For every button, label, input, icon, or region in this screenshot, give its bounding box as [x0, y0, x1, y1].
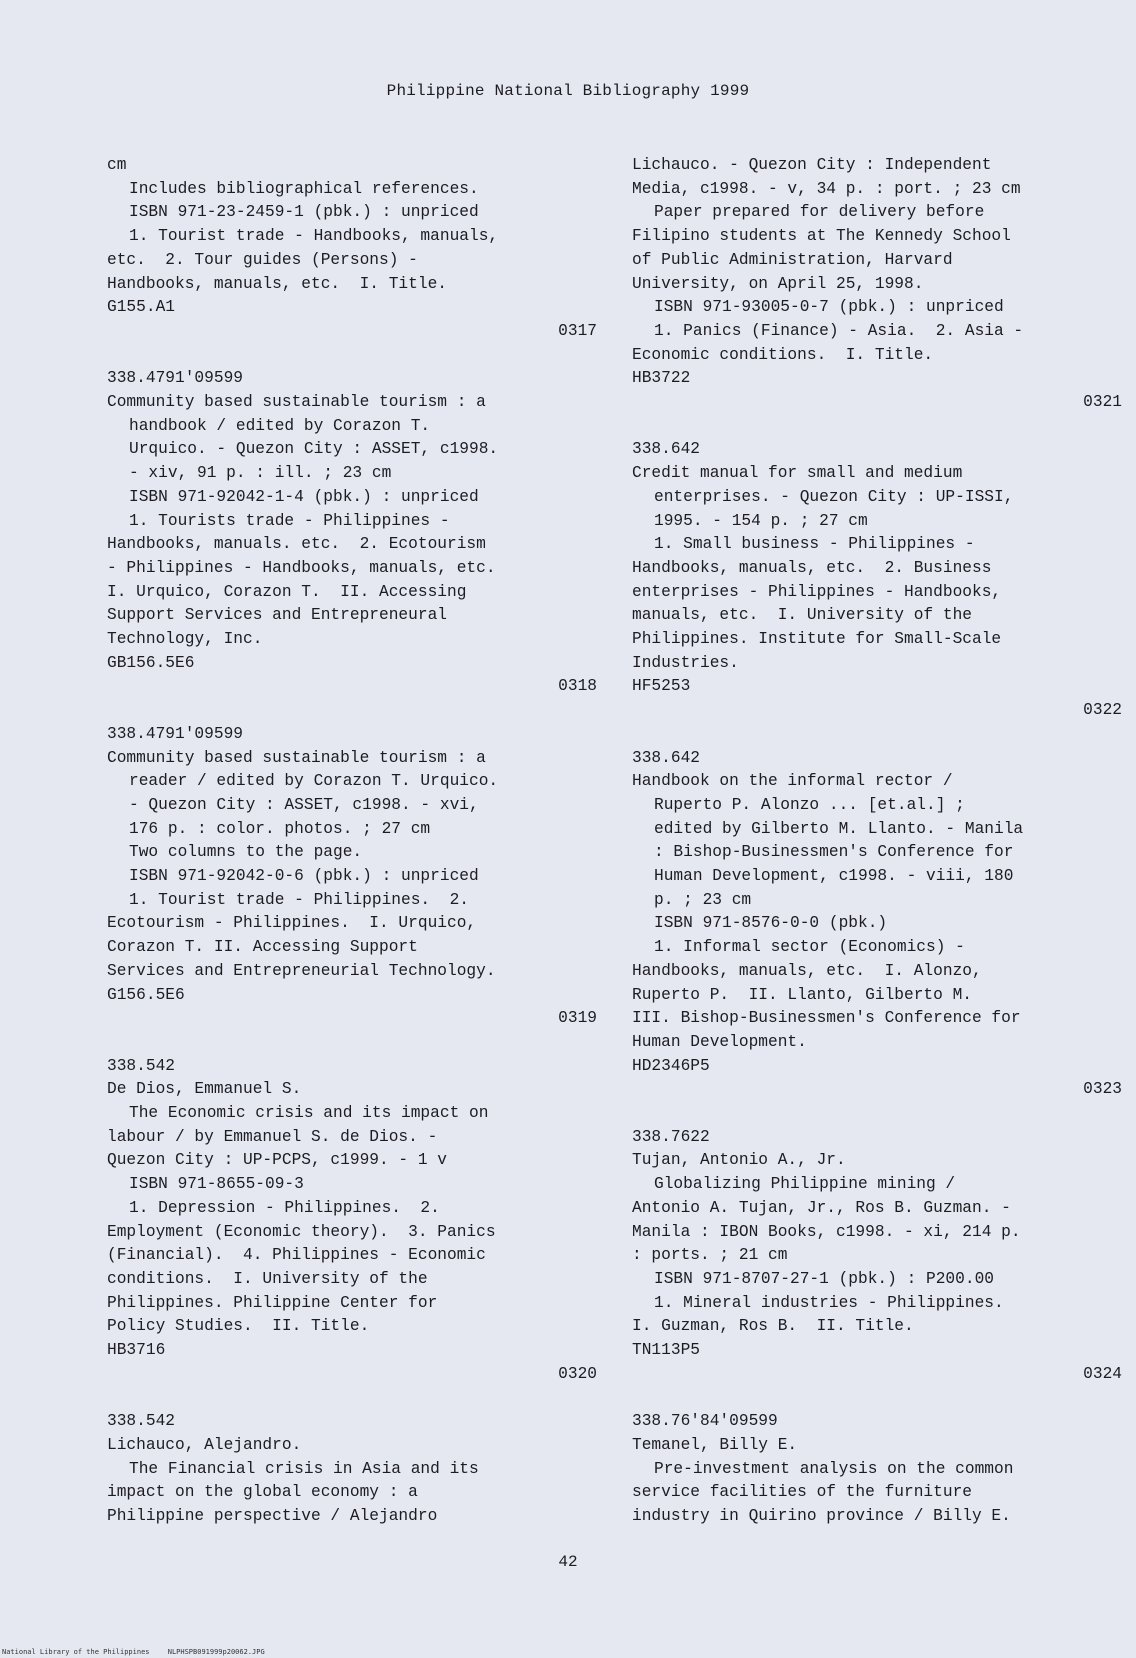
- entry-line: Handbooks, manuals. etc. 2. Ecotourism: [107, 535, 486, 554]
- entry-line: Antonio A. Tujan, Jr., Ros B. Guzman. -: [632, 1198, 1011, 1217]
- entry-line: enterprises - Philippines - Handbooks,: [632, 582, 1002, 601]
- entry-line: Handbook on the informal rector /: [632, 772, 953, 791]
- entry-line: 338.542: [107, 1412, 175, 1431]
- entry-line: p. ; 23 cm: [654, 890, 752, 909]
- entry-line: 338.642: [632, 440, 700, 459]
- entry-line: : Bishop-Businessmen's Conference for: [654, 843, 1014, 862]
- entry-line: cm: [107, 156, 127, 174]
- entry-line: conditions. I. University of the: [107, 1270, 428, 1288]
- entry-line: Manila : IBON Books, c1998. - xi, 214 p.: [632, 1222, 1021, 1241]
- entry-line: industry in Quirino province / Billy E.: [632, 1507, 1011, 1526]
- entry-line: 338.4791'09599: [107, 369, 243, 388]
- entry-line: ISBN 971-8576-0-0 (pbk.): [654, 914, 888, 933]
- entry-line: Human Development, c1998. - viii, 180: [654, 867, 1014, 886]
- entry-line: G156.5E6: [107, 985, 185, 1004]
- entry-line: Paper prepared for delivery before: [654, 203, 985, 222]
- entry-line: Includes bibliographical references.: [129, 179, 479, 198]
- entry-line: Handbooks, manuals, etc. I. Title.: [107, 274, 447, 293]
- entry-line: 1. Panics (Finance) - Asia. 2. Asia -: [654, 321, 1024, 340]
- entry-line: G155.A1: [107, 298, 175, 317]
- entry-line: - Philippines - Handbooks, manuals, etc.: [107, 558, 496, 577]
- entry-line: The Financial crisis in Asia and its: [129, 1459, 479, 1478]
- entry-number: 0320: [558, 1364, 597, 1383]
- entry-line: I. Guzman, Ros B. II. Title.: [632, 1317, 914, 1336]
- entry-line: impact on the global economy : a: [107, 1483, 418, 1502]
- entry-line: ISBN 971-23-2459-1 (pbk.) : unpriced: [129, 203, 479, 222]
- entry-line: Credit manual for small and medium: [632, 464, 963, 483]
- entry-line: Quezon City : UP-PCPS, c1999. - 1 v: [107, 1151, 447, 1170]
- bibliography-entry: [632, 1126, 1122, 1387]
- entry-line: - Quezon City : ASSET, c1998. - xvi,: [129, 795, 479, 814]
- entry-line: Urquico. - Quezon City : ASSET, c1998.: [129, 440, 499, 459]
- entry-line: III. Bishop-Businessmen's Conference for: [632, 1009, 1021, 1028]
- entry-line: Media, c1998. - v, 34 p. : port. ; 23 cm: [632, 179, 1021, 198]
- entry-line: 338.542: [107, 1056, 175, 1075]
- entry-line: Handbooks, manuals, etc. 2. Business: [632, 558, 992, 577]
- entry-line: Economic conditions. I. Title.: [632, 345, 934, 364]
- entry-number: 0319: [558, 1009, 597, 1028]
- entry-line: 176 p. : color. photos. ; 27 cm: [129, 819, 431, 838]
- entry-line: HB3716: [107, 1341, 166, 1360]
- bibliography-entry: [632, 438, 1122, 722]
- bibliography-entry: [632, 154, 1122, 415]
- entry-line: 1. Informal sector (Economics) -: [654, 938, 965, 957]
- entry-number: 0324: [1083, 1364, 1122, 1383]
- left-column: [107, 154, 597, 1552]
- entry-line: 1. Tourist trade - Philippines. 2.: [129, 890, 469, 909]
- bibliography-entry: [632, 1410, 1122, 1529]
- entry-line: Services and Entrepreneurial Technology.: [107, 961, 496, 980]
- entry-line: labour / by Emmanuel S. de Dios. -: [107, 1127, 438, 1146]
- entry-line: Filipino students at The Kennedy School: [632, 227, 1011, 246]
- entry-line: University, on April 25, 1998.: [632, 274, 924, 293]
- entry-line: Lichauco, Alejandro.: [107, 1435, 302, 1454]
- entry-line: HB3722: [632, 369, 691, 388]
- entry-line: 338.4791'09599: [107, 724, 243, 743]
- entry-line: 1. Small business - Philippines -: [654, 535, 975, 554]
- entry-line: 1. Depression - Philippines. 2.: [129, 1198, 440, 1217]
- entry-line: handbook / edited by Corazon T.: [129, 416, 431, 435]
- entry-line: 1. Tourist trade - Handbooks, manuals,: [129, 227, 499, 246]
- entry-line: 338.76'84'09599: [632, 1412, 778, 1431]
- right-column: [632, 154, 1122, 1552]
- entry-line: reader / edited by Corazon T. Urquico.: [129, 772, 499, 791]
- entry-line: Community based sustainable tourism : a: [107, 748, 486, 767]
- entry-line: - xiv, 91 p. : ill. ; 23 cm: [129, 464, 392, 483]
- entry-line: Globalizing Philippine mining /: [654, 1175, 956, 1194]
- entry-line: HF5253: [632, 677, 691, 696]
- entry-number: 0323: [1083, 1080, 1122, 1099]
- entry-number: 0321: [1083, 393, 1122, 412]
- entry-line: GB156.5E6: [107, 653, 195, 672]
- entry-line: Community based sustainable tourism : a: [107, 393, 486, 412]
- entry-number: 0322: [1083, 701, 1122, 720]
- entry-line: 338.642: [632, 748, 700, 767]
- entry-line: Technology, Inc.: [107, 630, 263, 649]
- entry-line: : ports. ; 21 cm: [632, 1246, 788, 1265]
- page-header: Philippine National Bibliography 1999: [386, 82, 750, 100]
- entry-line: 1. Mineral industries - Philippines.: [654, 1293, 1004, 1312]
- bibliography-entry: [107, 723, 597, 1031]
- entry-line: Temanel, Billy E.: [632, 1435, 798, 1454]
- bibliography-entry: [107, 367, 597, 699]
- entry-line: ISBN 971-92042-1-4 (pbk.) : unpriced: [129, 487, 479, 506]
- entry-line: Corazon T. II. Accessing Support: [107, 938, 418, 957]
- bibliography-entry: [632, 747, 1122, 1103]
- entry-line: Philippines. Institute for Small-Scale: [632, 630, 1002, 649]
- footer-library: National Library of the Philippines: [2, 1648, 150, 1656]
- entry-line: Two columns to the page.: [129, 843, 363, 862]
- entry-line: The Economic crisis and its impact on: [129, 1104, 489, 1123]
- entry-line: Ecotourism - Philippines. I. Urquico,: [107, 914, 477, 933]
- entry-line: Philippine perspective / Alejandro: [107, 1507, 438, 1526]
- entry-number: 0317: [558, 321, 597, 340]
- entry-line: etc. 2. Tour guides (Persons) -: [107, 250, 418, 269]
- entry-line: Industries.: [632, 653, 739, 672]
- entry-line: Support Services and Entrepreneural: [107, 606, 447, 625]
- bibliography-entry: [107, 1410, 597, 1529]
- entry-line: enterprises. - Quezon City : UP-ISSI,: [654, 487, 1014, 506]
- entry-line: Philippines. Philippine Center for: [107, 1293, 438, 1312]
- entry-line: service facilities of the furniture: [632, 1483, 972, 1502]
- entry-line: 1. Tourists trade - Philippines -: [129, 511, 450, 530]
- entry-line: Policy Studies. II. Title.: [107, 1317, 370, 1336]
- entry-line: I. Urquico, Corazon T. II. Accessing: [107, 582, 467, 601]
- entry-line: Ruperto P. II. Llanto, Gilberto M.: [632, 985, 972, 1004]
- entry-line: De Dios, Emmanuel S.: [107, 1080, 302, 1099]
- entry-line: Lichauco. - Quezon City : Independent: [632, 156, 992, 174]
- entry-line: Employment (Economic theory). 3. Panics: [107, 1222, 496, 1241]
- entry-line: HD2346P5: [632, 1056, 710, 1075]
- entry-line: ISBN 971-92042-0-6 (pbk.) : unpriced: [129, 867, 479, 886]
- entry-line: of Public Administration, Harvard: [632, 250, 953, 269]
- entry-line: 1995. - 154 p. ; 27 cm: [654, 511, 868, 530]
- entry-line: ISBN 971-8655-09-3: [129, 1175, 304, 1194]
- page-number: 42: [558, 1553, 578, 1571]
- entry-line: edited by Gilberto M. Llanto. - Manila: [654, 819, 1024, 838]
- entry-line: 338.7622: [632, 1127, 710, 1146]
- entry-line: ISBN 971-8707-27-1 (pbk.) : P200.00: [654, 1270, 994, 1288]
- entry-line: TN113P5: [632, 1341, 700, 1360]
- footer-file: NLPHSPB091999p20062.JPG: [167, 1648, 265, 1656]
- scan-footer: [2, 1648, 279, 1656]
- entry-line: (Financial). 4. Philippines - Economic: [107, 1246, 486, 1265]
- entry-line: Human Development.: [632, 1032, 807, 1051]
- entry-line: Handbooks, manuals, etc. I. Alonzo,: [632, 961, 982, 980]
- entry-line: ISBN 971-93005-0-7 (pbk.) : unpriced: [654, 298, 1004, 317]
- entry-line: Pre-investment analysis on the common: [654, 1459, 1014, 1478]
- bibliography-entry: [107, 154, 597, 344]
- entry-number: 0318: [558, 677, 597, 696]
- entry-line: Tujan, Antonio A., Jr.: [632, 1151, 846, 1170]
- bibliography-entry: [107, 1055, 597, 1387]
- entry-line: Ruperto P. Alonzo ... [et.al.] ;: [654, 795, 965, 814]
- entry-line: manuals, etc. I. University of the: [632, 606, 972, 625]
